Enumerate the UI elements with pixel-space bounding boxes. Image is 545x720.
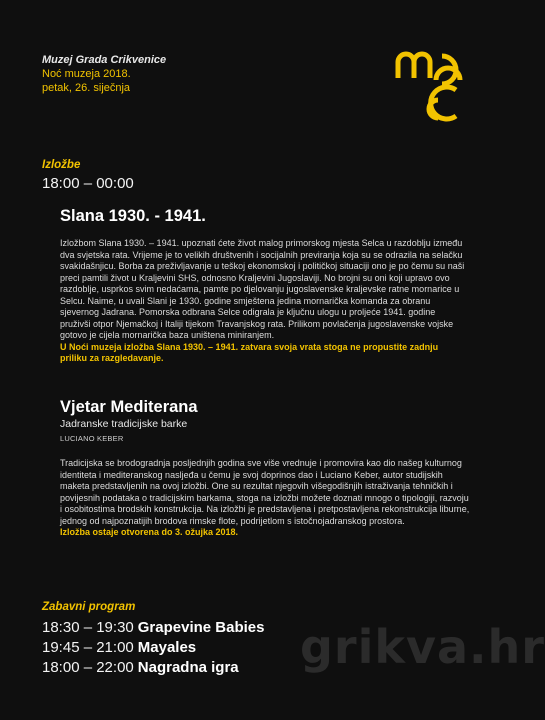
watermark: grikva.hr — [300, 620, 545, 674]
exhibit-title-slana: Slana 1930. - 1941. — [60, 207, 206, 225]
program-row — [42, 639, 196, 656]
header-block — [42, 53, 166, 95]
program-name: Mayales — [137, 639, 197, 656]
program-heading: Zabavni program — [42, 601, 136, 613]
exhibit-highlight-slana: U Noći muzeja izložba Slana 1930. – 1941. zatvara svoja vrata stoga ne propustite zadnju priliku za razgledavanje. — [60, 341, 439, 363]
exhibitions-heading: Izložbe — [42, 159, 81, 171]
event-name: Noć muzeja 2018. — [42, 68, 131, 80]
program-row — [42, 619, 265, 636]
exhibitions-time: 18:00 – 00:00 — [42, 175, 134, 192]
event-date: petak, 26. siječnja — [42, 82, 131, 94]
exhibit-author-vjetar: LUCIANO KEBER — [60, 434, 124, 443]
program-time: 18:00 – 22:00 — [42, 659, 134, 676]
exhibit-body-vjetar: Tradicijska se brodogradnja posljednjih godina sve više vrednuje i promovira kao dio našeg kulturnog identiteta i mediteranskog nasljeđa u čemu je svoj doprinos dao i Luciano Keber, autor studijskih maketa predstavljenih na ovoj izložbi. One su rezultat njegovih višegodišnjih istraživanja tehničkih i povijesnih podataka o tradicijskim barkama, stoga na izložbi možete doznati mnogo o tipologiji, razvoju i osobitostima brodskih konstrukcija. Na izložbi je predstavljena i pretpostavljena rekonstrukcija liburne, jednog od najpoznatijih brodova rimske flote, podrijetlom s istočnojadranskog prostora. — [60, 458, 470, 526]
exhibit-subtitle-vjetar: Jadranske tradicijske barke — [60, 418, 188, 430]
exhibit-highlight-vjetar: Izložba ostaje otvorena do 3. ožujka 2018. — [60, 527, 239, 537]
program-name: Grapevine Babies — [137, 619, 265, 636]
program-time: 18:30 – 19:30 — [42, 619, 134, 636]
museum-name: Muzej Grada Crikvenice — [42, 54, 167, 66]
exhibit-body-slana: Izložbom Slana 1930. – 1941. upoznati ćete život malog primorskog mjesta Selca u razdoblju između dva svjetska rata. Vrijeme je to velikih društvenih i socijalnih previranja koja su se odrazila na selačku svakidašnjicu. Borba za preživljavanje u teškoj ekonomskoj i političkoj situaciji ono je po čemu su naši preci pamtili život u Kraljevini SHS, odnosno Kraljevini Jugoslaviji. No brojni su oni koji upravo ovo razdoblje, usprkos svim nedaćama, pamte po djelovanju jugoslavenske kraljevske ratne mornarice u Selcu. Naime, u uvali Slani je 1930. godine smještena jedina mornarička komanda za obranu sjevernog Jadrana. Pomorska odbrana Selce odigrala je ključnu ulogu u proljeće 1941. godine pruživši otpor Njemačkoj i Italiji tijekom Travanjskog rata. Prilikom povlačenja jugoslavenske vojske gotovo je cijela mornarička baza uništena miniranjem. — [60, 238, 465, 340]
program-name: Nagradna igra — [137, 659, 239, 676]
exhibit-description-vjetar — [60, 458, 470, 539]
program-row — [42, 659, 239, 676]
exhibit-title-vjetar: Vjetar Mediterana — [60, 398, 198, 416]
exhibit-description-slana — [60, 238, 465, 365]
program-time: 19:45 – 21:00 — [42, 639, 134, 656]
mgc-logo-icon — [392, 50, 476, 126]
